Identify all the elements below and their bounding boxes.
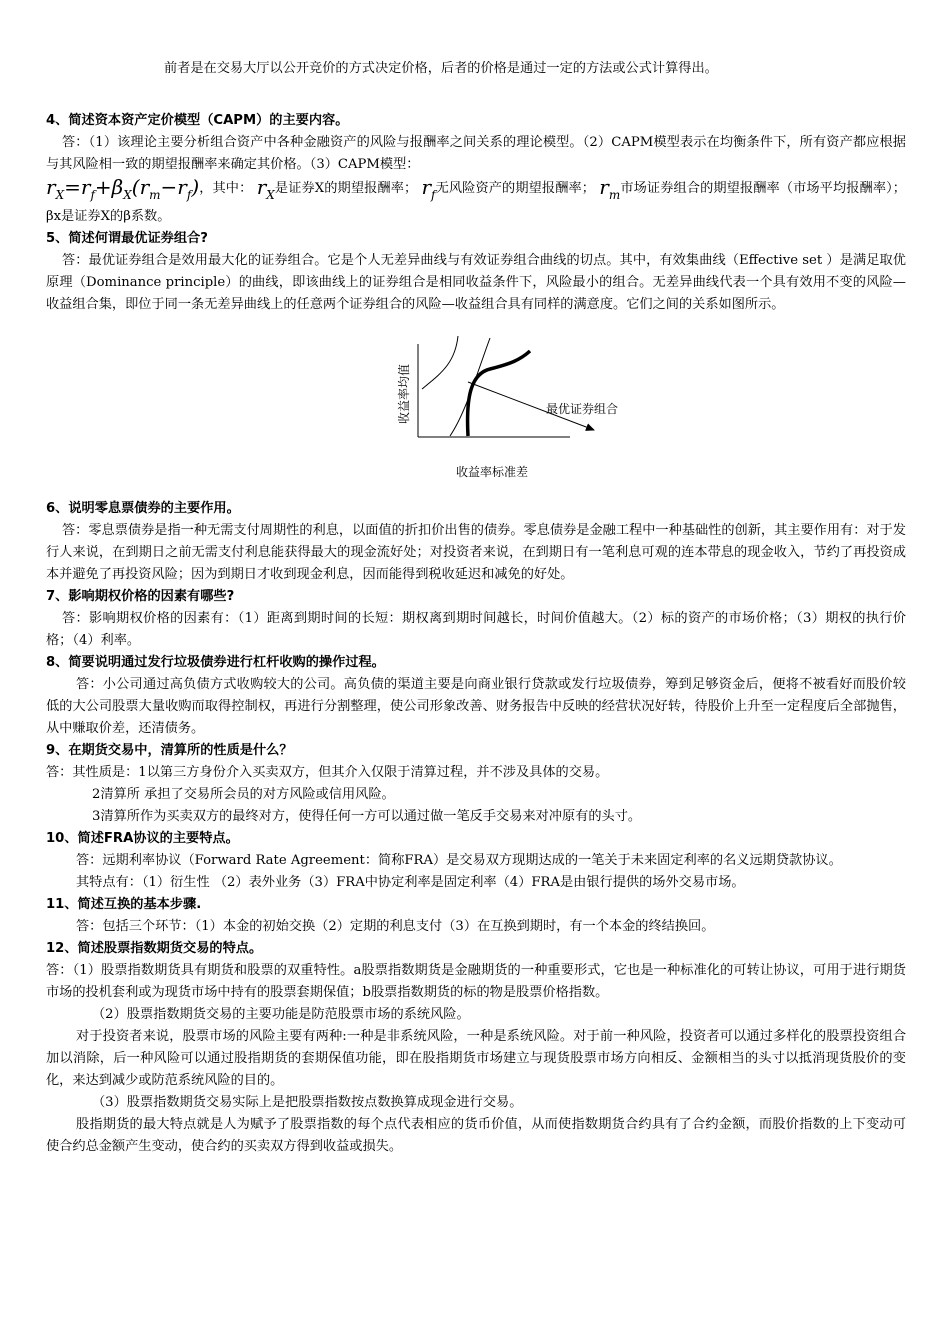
- intro-paragraph: 前者是在交易大厅以公开竞价的方式决定价格，后者的价格是通过一定的方法或公式计算得出。: [164, 61, 718, 76]
- optimal-portfolio-label: 最优证券组合: [546, 402, 619, 416]
- q5-heading: 5、简述何谓最优证券组合?: [46, 231, 208, 246]
- chart-svg: [370, 324, 670, 484]
- rm-symbol: $r_m$: [599, 175, 621, 202]
- q5-answer: 答：最优证券组合是效用最大化的证券组合。它是个人无差异曲线与有效证券组合曲线的切点。其中，有效集曲线（Effective set ）是满足取优原理（Dominance principle）的曲线，即该曲线上的证券组合是相同收益条件下，风险最小的组合。无差异曲线代表一个具有效用不变的风险—收益组合集，即位于同一条无差异曲线上的任意两个证券组合的风险—收益组合具有同样的满意度。它们之间的关系如图所示。: [46, 253, 906, 312]
- optimal-portfolio-chart: [46, 324, 906, 492]
- rx-symbol: $r_X$: [256, 175, 275, 202]
- rf-symbol: $r_f$: [421, 175, 436, 202]
- y-axis-label: 收益率均值: [397, 363, 411, 424]
- q12-answer-2: （2）股票指数期货交易的主要功能是防范股票市场的系统风险。: [92, 1007, 470, 1022]
- q11-answer: 答：包括三个环节：（1）本金的初始交换（2）定期的利息支付（3）在互换到期时，有一个本金的终结换回。: [76, 919, 715, 934]
- q7-heading: 7、影响期权价格的因素有哪些?: [46, 589, 235, 604]
- indifference-curve-2: [450, 338, 490, 436]
- q8-heading: 8、简要说明通过发行垃圾债券进行杠杆收购的操作过程。: [46, 655, 385, 670]
- document-page: [46, 58, 906, 1158]
- q10-heading: 10、简述FRA协议的主要特点。: [46, 831, 239, 846]
- q9-answer-3: 3清算所作为买卖双方的最终对方，使得任何一方可以通过做一笔反手交易来对冲原有的头寸。: [92, 809, 642, 824]
- q4-answer-line1: 答：（1）该理论主要分析组合资产中各种金融资产的风险与报酬率之间关系的理论模型。（2）CAPM模型表示在均衡条件下，所有资产都应根据与其风险相一致的期望报酬率来确定其价格。（3）CAPM模型：: [46, 135, 906, 172]
- q10-answer-2: 其特点有：（1）衍生性 （2）表外业务（3）FRA中协定利率是固定利率（4）FRA是由银行提供的场外交易市场。: [76, 875, 745, 890]
- q9-answer-2: 2清算所 承担了交易所会员的对方风险或信用风险。: [92, 787, 395, 802]
- q4-heading: 4、简述资本资产定价模型（CAPM）的主要内容。: [46, 113, 349, 128]
- q4-answer: 答：（1）该理论主要分析组合资产中各种金融资产的风险与报酬率之间关系的理论模型。（2）CAPM模型表示在均衡条件下，所有资产都应根据与其风险相一致的期望报酬率来确定其价格。（3）CAPM模型： $r_X=r_f+\beta_X(r_m-r_f)$，其中： $r_X$是证券X的期望报酬率； $r_f$无风险资产的期望报酬率； $r_m$市场证券组合的期望报酬率（市场平均报酬率）；βx是证券X的β系数。: [46, 135, 906, 224]
- q9-answer-1: 答：其性质是：1以第三方身份介入买卖双方，但其介入仅限于清算过程，并不涉及具体的交易。: [46, 765, 609, 780]
- q10-answer-1: 答：远期利率协议（Forward Rate Agreement：简称FRA）是交易双方现期达成的一笔关于未来固定利率的名义远期贷款协议。: [76, 853, 842, 868]
- q11-heading: 11、简述互换的基本步骤.: [46, 897, 202, 912]
- indifference-curve-1: [422, 336, 458, 389]
- q12-answer-5: 股指期货的最大特点就是人为赋予了股票指数的每个点代表相应的货币价值，从而使指数期货合约具有了合约金额，而股价指数的上下变动可使合约总金额产生变动，使合约的买卖双方得到收益或损失。: [46, 1117, 906, 1154]
- q12-answer-1: 答：（1）股票指数期货具有期货和股票的双重特性。a股票指数期货是金融期货的一种重要形式，它也是一种标准化的可转让协议，可用于进行期货市场的投机套利或为现货市场中持有的股票套期保值；b股票指数期货的标的物是股票价格指数。: [46, 963, 906, 1000]
- x-axis-label: 收益率标准差: [456, 465, 529, 479]
- q9-heading: 9、在期货交易中，清算所的性质是什么？: [46, 743, 293, 758]
- q12-answer-3: 对于投资者来说，股票市场的风险主要有两种:一种是非系统风险，一种是系统风险。对于前一种风险，投资者可以通过多样化的股票投资组合加以消除，后一种风险可以通过股指期货的套期保值功能，即在股指期货市场建立与现货股票市场方向相反、金额相当的头寸以抵消现货股价的变化，来达到减少或防范系统风险的目的。: [46, 1029, 906, 1088]
- q6-heading: 6、说明零息票债券的主要作用。: [46, 501, 240, 516]
- capm-formula: $r_X=r_f+\beta_X(r_m-r_f)$: [46, 175, 200, 202]
- q12-heading: 12、简述股票指数期货交易的特点。: [46, 941, 263, 956]
- q12-answer-4: （3）股票指数期货交易实际上是把股票指数按点数换算成现金进行交易。: [92, 1095, 523, 1110]
- q7-answer: 答：影响期权价格的因素有：（1）距离到期时间的长短：期权离到期时间越长，时间价值越大。（2）标的资产的市场价格；（3）期权的执行价格；（4）利率。: [46, 611, 906, 648]
- q8-answer: 答：小公司通过高负债方式收购较大的公司。高负债的渠道主要是向商业银行贷款或发行垃圾债券，筹到足够资金后，便将不被看好而股价较低的大公司股票大量收购而取得控制权，再进行分割整理，使公司形象改善、财务报告中反映的经营状况好转，待股价上升至一定程度后全部抛售，从中赚取价差，还清债务。: [46, 677, 906, 736]
- q6-answer: 答：零息票债券是指一种无需支付周期性的利息，以面值的折扣价出售的债券。零息债券是金融工程中一种基础性的创新，其主要作用有：对于发行人来说，在到期日之前无需支付利息能获得最大的现金流好处；对投资者来说，在到期日有一笔利息可观的连本带息的现金收入，节约了再投资成本并避免了再投资风险；因为到期日才收到现金利息，因而能得到税收延迟和减免的好处。: [46, 523, 906, 582]
